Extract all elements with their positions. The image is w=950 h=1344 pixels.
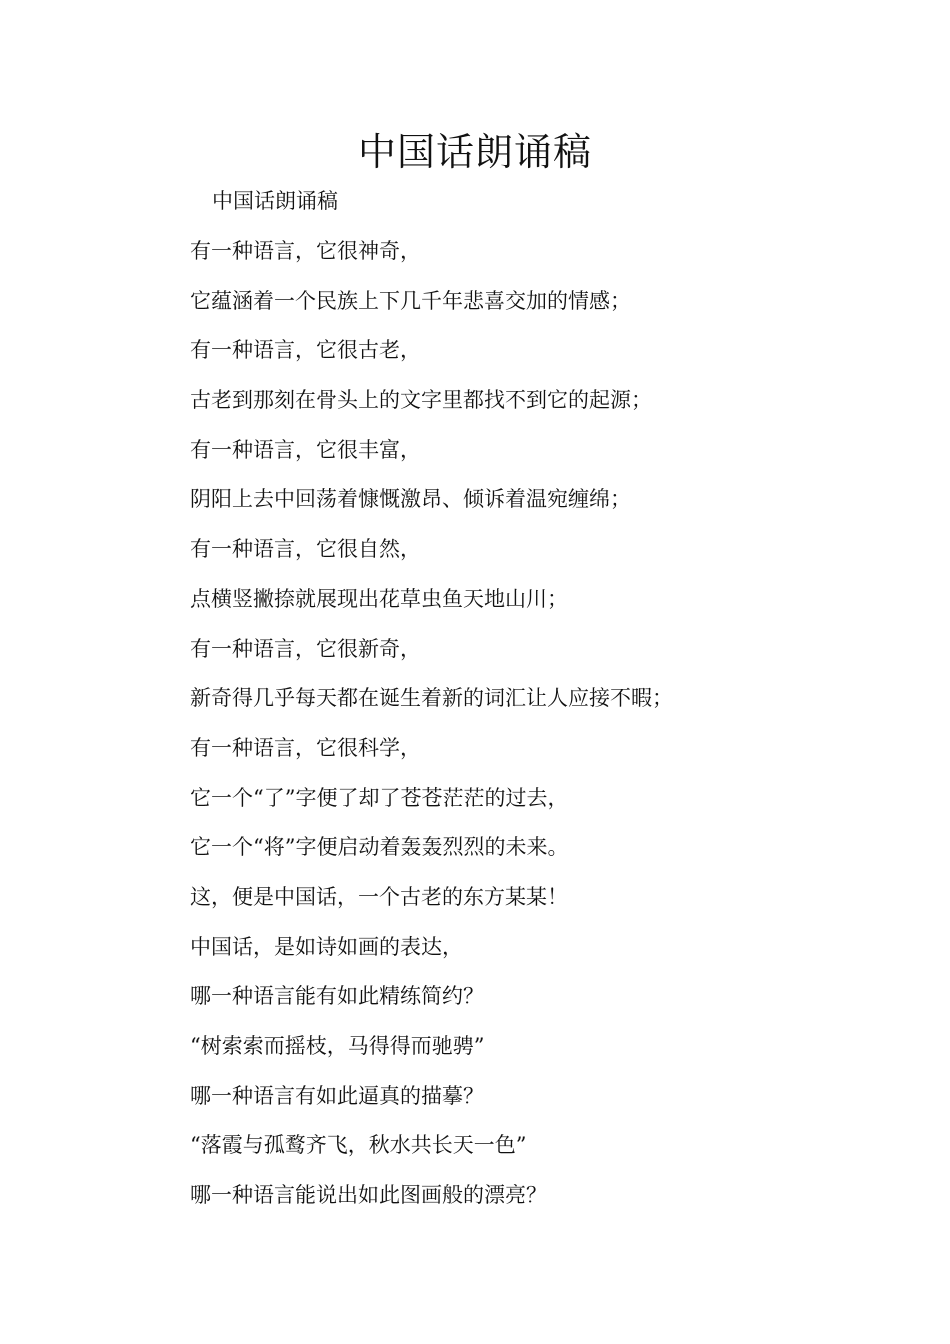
poem-line: 有一种语言，它很自然，: [190, 537, 421, 562]
poem-line: 中国话，是如诗如画的表达，: [190, 934, 463, 959]
poem-line: 有一种语言，它很丰富，: [190, 437, 421, 462]
poem-line: 哪一种语言有如此逼真的描摹？: [190, 1083, 484, 1108]
poem-line: 古老到那刻在骨头上的文字里都找不到它的起源；: [190, 388, 652, 413]
poem-line: 它一个“将”字便启动着轰轰烈烈的未来。: [190, 835, 569, 860]
poem-line: 点横竖撇捺就展现出花草虫鱼天地山川；: [190, 586, 568, 611]
document-subtitle: 中国话朗诵稿: [212, 189, 338, 213]
page-title: 中国话朗诵稿: [357, 130, 592, 174]
poem-line: 哪一种语言能有如此精练简约？: [190, 984, 484, 1009]
poem-line: 它一个“了”字便了却了苍苍茫茫的过去，: [190, 785, 569, 810]
poem-line: 哪一种语言能说出如此图画般的漂亮？: [190, 1183, 547, 1208]
poem-line: 有一种语言，它很科学，: [190, 735, 421, 760]
poem-lines: [190, 236, 890, 1230]
poem-line: 有一种语言，它很新奇，: [190, 636, 421, 661]
poem-line: 它蕴涵着一个民族上下几千年悲喜交加的情感；: [190, 288, 631, 313]
poem-line: 有一种语言，它很古老，: [190, 338, 421, 363]
poem-line: 新奇得几乎每天都在诞生着新的词汇让人应接不暇；: [190, 686, 673, 711]
poem-line: “落霞与孤鹜齐飞，秋水共长天一色”: [190, 1133, 527, 1158]
poem-line: “树索索而摇枝，马得得而驰骋”: [190, 1034, 485, 1058]
poem-line: 阴阳上去中回荡着慷慨激昂、倾诉着温宛缠绵；: [190, 487, 631, 512]
poem-line: 有一种语言，它很神奇，: [190, 239, 421, 263]
poem-line: 这，便是中国话，一个古老的东方某某！: [190, 884, 568, 909]
